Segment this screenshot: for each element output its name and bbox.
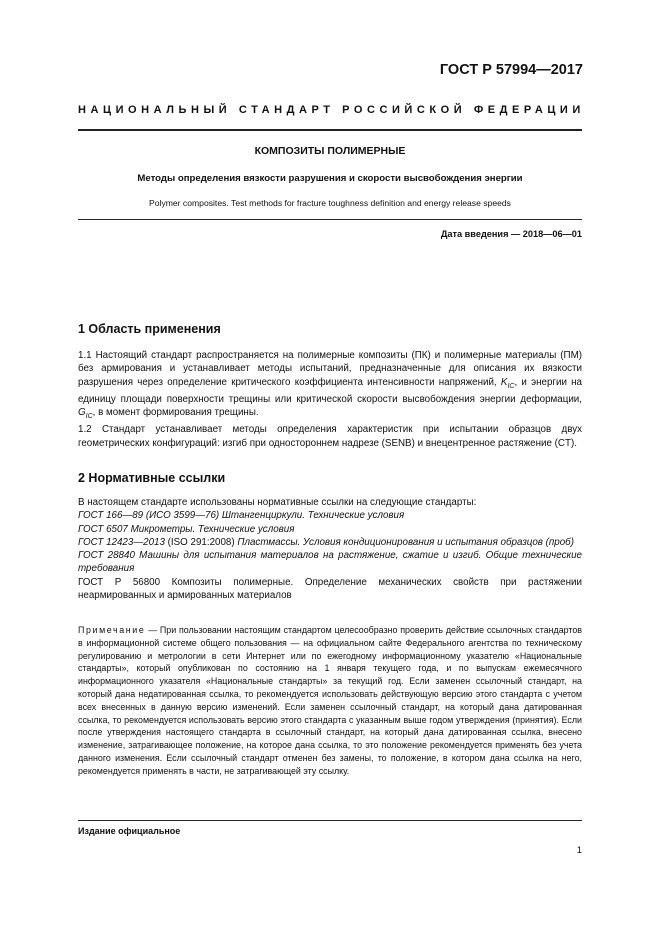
gost-code: ГОСТ Р 57994—2017 [439,62,583,78]
references-note [78,624,582,778]
clause-1-1 [78,349,582,423]
section-2-heading: 2 Нормативные ссылки [78,471,226,485]
reference-gost-166: ГОСТ 166—89 (ИСО 3599—76) Штангенциркули. Технические условия [78,510,405,522]
reference-gost-12423-iso: (ISO 291:2008) [164,536,238,548]
document-subtitle: Методы определения вязкости разрушения и скорости высвобождения энергии [137,173,523,184]
clause-1-2: 1.2 Стандарт устанавливает методы определения характеристик при испытании образцов двух геометрических конфигураций: изгиб при одностороннем надрезе (SENB) и внецентренное растяжение (CT). [78,424,582,449]
reference-gost-12423 [78,536,582,549]
page-number: 1 [576,845,582,856]
references-intro: В настоящем стандарте использованы нормативные ссылки на следующие стандарты: [78,497,477,508]
section-2-body [78,496,582,602]
introduction-date: Дата введения — 2018—06—01 [440,229,582,239]
note-text: — При пользовании настоящим стандартом целесообразно проверить действие ссылочных стандартов в информационной системе общего пользования — на официальном сайте Федерального агентства по техническому регулированию и метрологии в сети Интернет или по ежегодному информационному указателю «Национальные стандарты», который опубликован по состоянию на 1 января текущего года, и по выпускам ежемесячного информационного указателя «Национальные стандарты» за текущий год. Если заменен ссылочный стандарт, на который дана недатированная ссылка, то рекомендуется использовать действующую версию этого стандарта с учетом всех внесенных в данную версию изменений. Если заменен ссылочный стандарт, на который дана датированная ссылка, то рекомендуется использовать версию этого стандарта с указанным выше годом утверждения (принятия). Если после утверждения настоящего стандарта в ссылочный стандарт, на который дана датированная ссылка, внесено изменение, затрагивающее положение, на которое дана ссылка, то это положение рекомендуется применять без учета данного изменения. Если ссылочный стандарт отменен без замены, то положение, в котором дана ссылка на него, рекомендуется применять в части, не затрагивающей эту ссылку. [78,625,582,776]
reference-gost-12423-title: Пластмассы. Условия кондиционирования и испытания образцов (проб) [237,536,574,548]
clause-1-1-text-b: , и энергии на единицу площади поверхности трещины или критической скорости высвобождения энергии деформации, [78,376,582,405]
gic-symbol: G [78,407,86,419]
kic-subscript: IC [507,382,515,390]
reference-gost-28840: ГОСТ 28840 Машины для испытания материалов на растяжение, сжатие и изгиб. Общие технические требования [78,550,582,575]
section-1-heading: 1 Область применения [78,322,221,336]
clause-1-1-text-c: , в момент формирования трещины. [92,407,259,419]
gic-subscript: IC [85,413,93,421]
national-standard-banner: НАЦИОНАЛЬНЫЙ СТАНДАРТ РОССИЙСКОЙ ФЕДЕРАЦИИ [78,104,585,116]
document-title-english: Polymer composites. Test methods for fracture toughness definition and energy release speeds [149,198,511,208]
kic-symbol: K [500,376,508,388]
footer-rule [78,820,582,821]
reference-gost-6507: ГОСТ 6507 Микрометры. Технические условия [78,523,295,535]
title-rule [78,219,582,220]
clause-1-1-text-a: 1.1 Настоящий стандарт распространяется на полимерные композиты (ПК) и полимерные материалы (ПМ) без армирования и устанавливает методы испытаний, предназначенные для описания их вязкости разрушения через определение критического коэффициента интенсивности напряжений, [78,350,582,388]
header-rule [78,129,582,131]
reference-gost-r-56800: ГОСТ Р 56800 Композиты полимерные. Определение механических свойств при растяжении неармированных и армированных материалов [78,576,582,602]
section-1-body [78,349,582,450]
document-title: КОМПОЗИТЫ ПОЛИМЕРНЫЕ [254,145,406,157]
note-label: Примечание [78,625,146,635]
reference-gost-12423-code: ГОСТ 12423—2013 [78,536,165,548]
official-edition-label: Издание официальное [78,826,181,836]
